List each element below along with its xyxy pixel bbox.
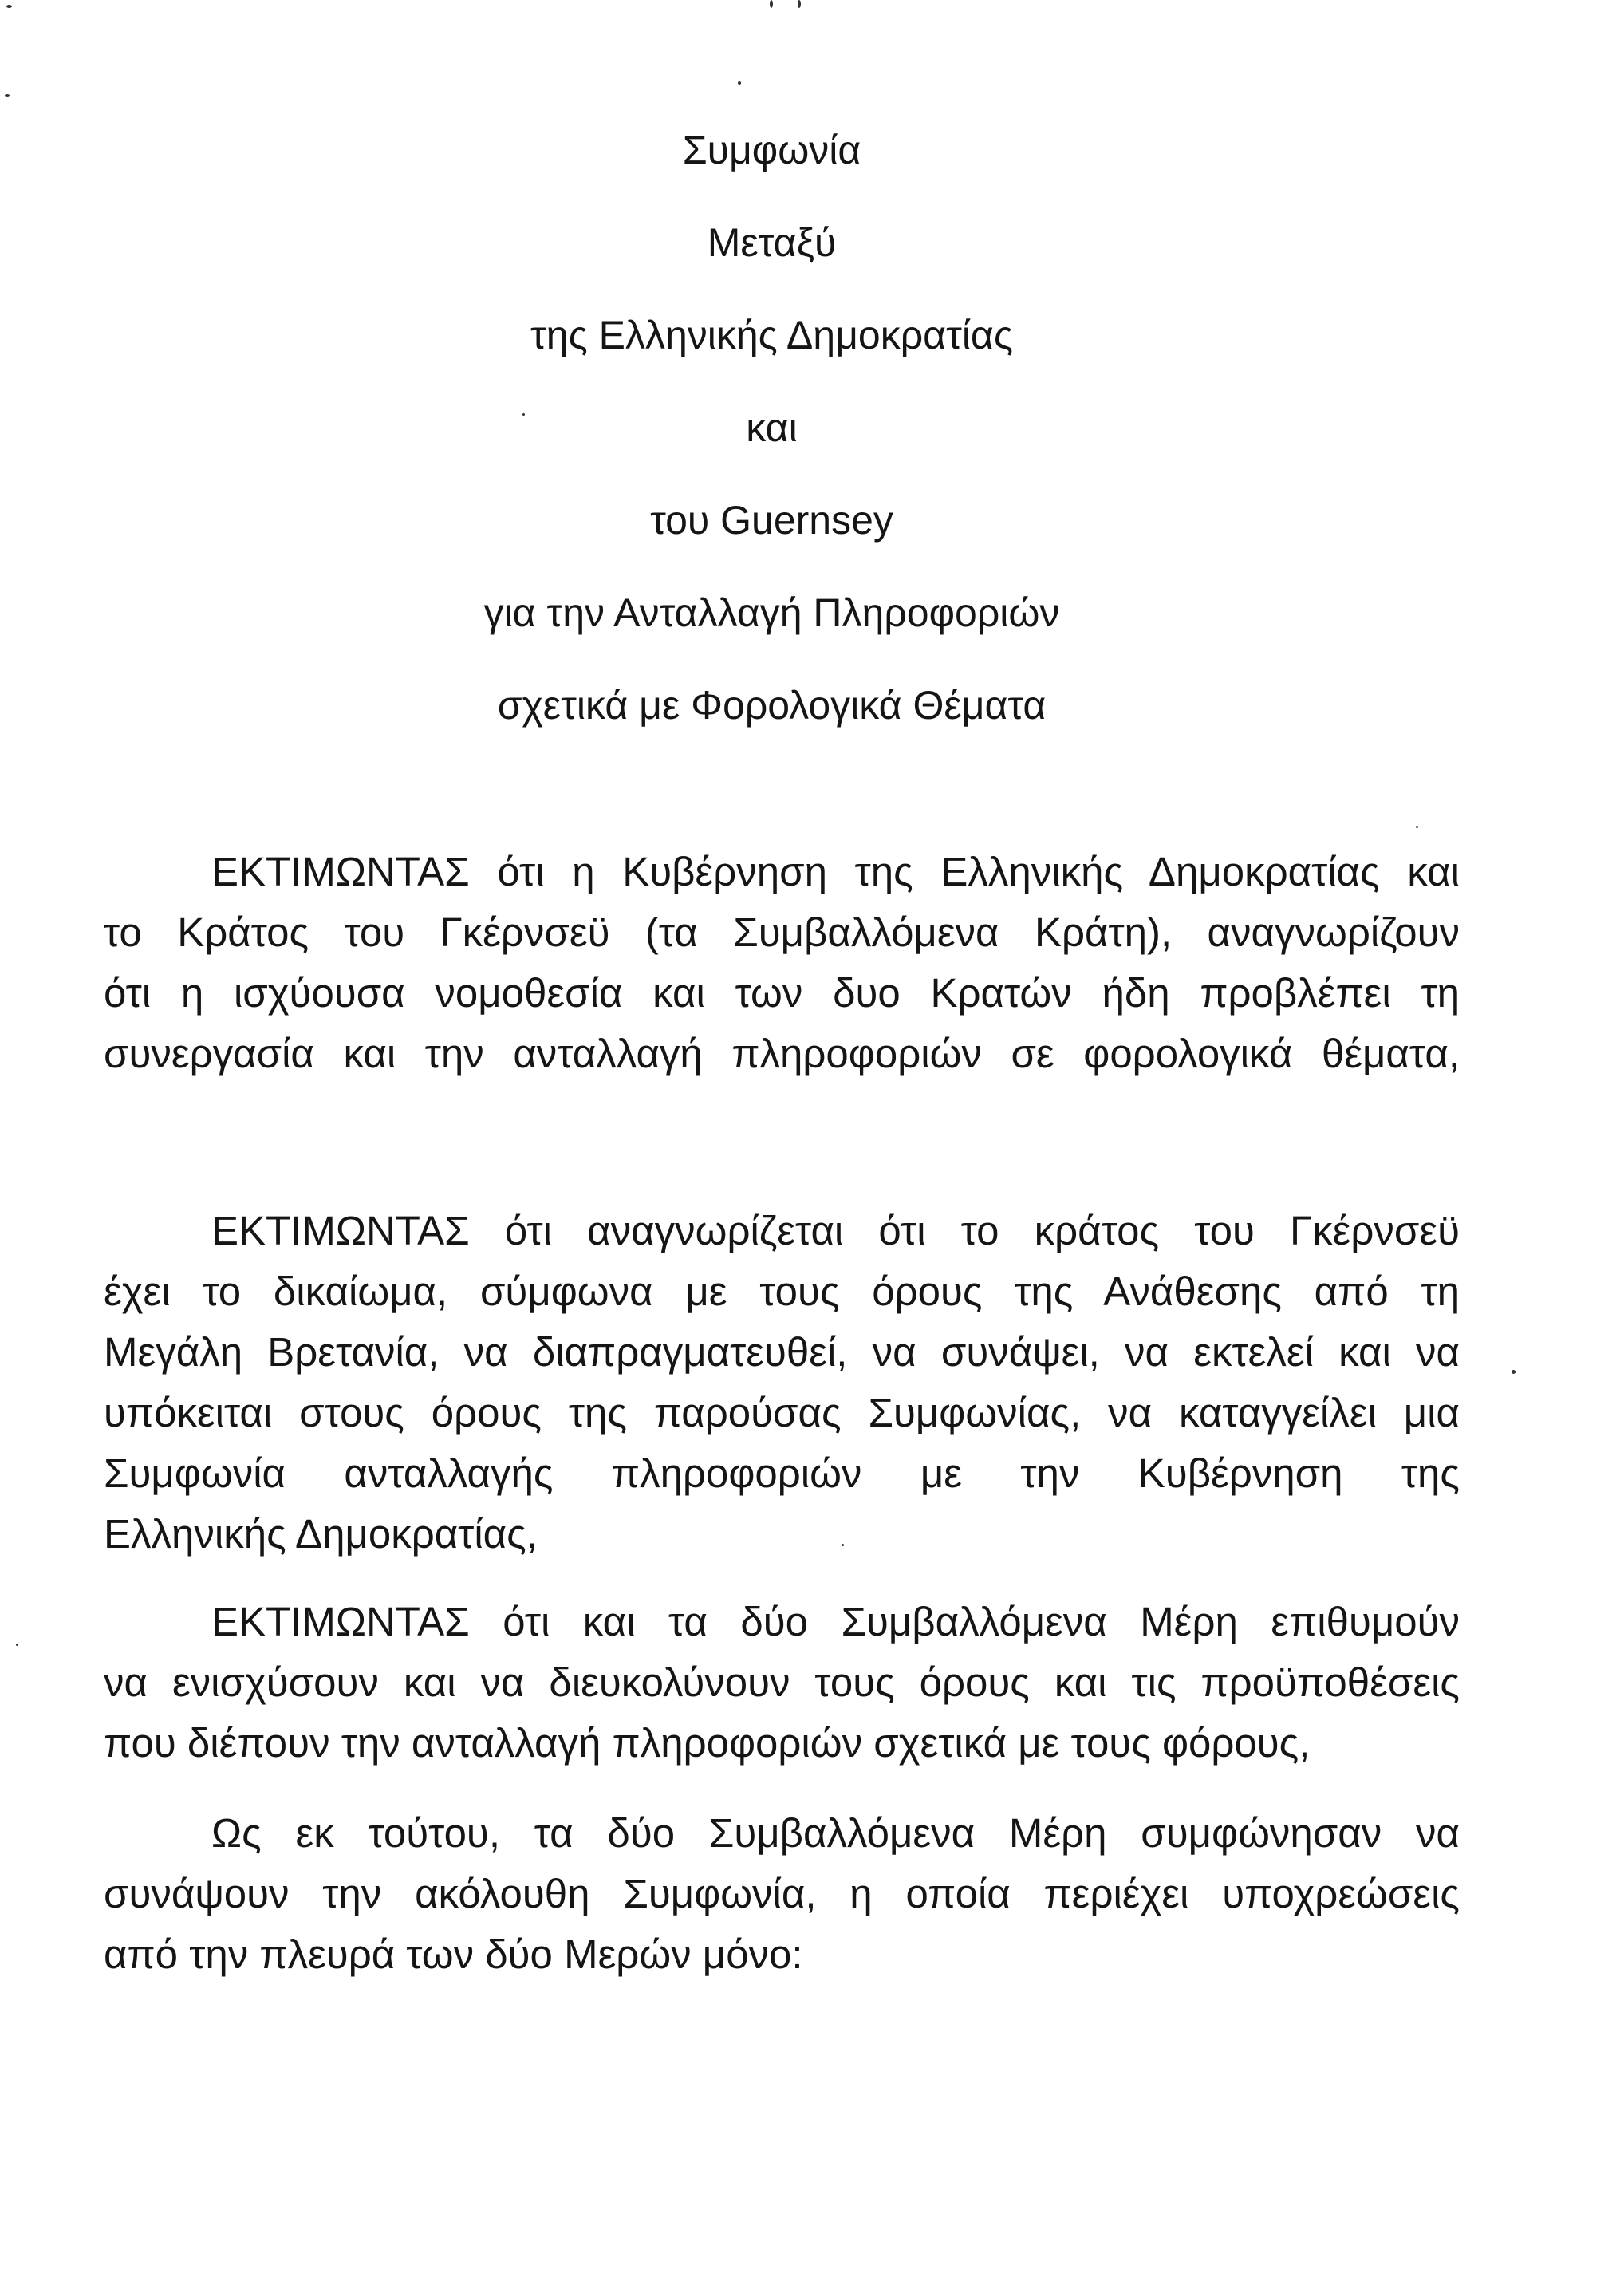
paragraph-line: συνεργασία και την ανταλλαγή πληροφοριών σε φορολογικά θέματα, bbox=[104, 1031, 1460, 1076]
scan-speck bbox=[1416, 826, 1418, 828]
title-line: και bbox=[746, 405, 798, 450]
paragraph-line: να ενισχύσουν και να διευκολύνουν τους όρους και τις προϋποθέσεις bbox=[104, 1659, 1460, 1705]
closing-paragraph bbox=[104, 1803, 1460, 1985]
agreement-title bbox=[0, 104, 1543, 752]
recital-paragraph-1 bbox=[104, 842, 1460, 1084]
paragraph-line: ΕΚΤΙΜΩΝΤΑΣ ότι η Κυβέρνηση της Ελληνικής Δημοκρατίας και bbox=[211, 849, 1460, 894]
title-line: Συμφωνία bbox=[682, 128, 861, 172]
recital-paragraph-3 bbox=[104, 1592, 1460, 1774]
paragraph-line: Μεγάλη Βρετανία, να διαπραγματευθεί, να συνάψει, να εκτελεί και να bbox=[104, 1329, 1460, 1375]
paragraph-line: που διέπουν την ανταλλαγή πληροφοριών σχετικά με τους φόρους, bbox=[104, 1720, 1311, 1766]
title-line: σχετικά με Φορολογικά Θέματα bbox=[497, 683, 1047, 728]
paragraph-line: το Κράτος του Γκέρνσεϋ (τα Συμβαλλόμενα Κράτη), αναγνωρίζουν bbox=[104, 910, 1460, 955]
paragraph-line: ΕΚΤΙΜΩΝΤΑΣ ότι και τα δύο Συμβαλλόμενα Μέρη επιθυμούν bbox=[211, 1599, 1460, 1644]
paragraph-line: Συμφωνία ανταλλαγής πληροφοριών με την Κυβέρνηση της bbox=[104, 1450, 1460, 1496]
scan-speck bbox=[6, 5, 12, 8]
scan-speck bbox=[5, 94, 10, 97]
paragraph-line: ΕΚΤΙΜΩΝΤΑΣ ότι αναγνωρίζεται ότι το κράτος του Γκέρνσεϋ bbox=[211, 1208, 1460, 1253]
paragraph-line: έχει το δικαίωμα, σύμφωνα με τους όρους της Ανάθεσης από τη bbox=[104, 1269, 1460, 1314]
paragraph-line: από την πλευρά των δύο Μερών μόνο: bbox=[104, 1932, 803, 1977]
scan-speck bbox=[798, 0, 801, 8]
title-line: του Guernsey bbox=[650, 498, 893, 543]
title-line: Μεταξύ bbox=[707, 220, 837, 265]
paragraph-line: υπόκειται στους όρους της παρούσας Συμφωνίας, να καταγγείλει μια bbox=[104, 1390, 1460, 1435]
scan-speck bbox=[738, 81, 741, 85]
paragraph-line: Ως εκ τούτου, τα δύο Συμβαλλόμενα Μέρη συμφώνησαν να bbox=[211, 1810, 1460, 1856]
paragraph-line: ότι η ισχύουσα νομοθεσία και των δυο Κρατών ήδη προβλέπει τη bbox=[104, 970, 1460, 1016]
scan-speck bbox=[842, 1544, 844, 1546]
title-line: της Ελληνικής Δημοκρατίας bbox=[530, 313, 1013, 357]
scan-speck bbox=[1512, 1370, 1516, 1374]
scan-speck bbox=[522, 413, 525, 416]
recital-paragraph-2 bbox=[104, 1201, 1460, 1565]
paragraph-line: Ελληνικής Δημοκρατίας, bbox=[104, 1511, 538, 1557]
scan-speck bbox=[770, 0, 773, 8]
paragraph-line: συνάψουν την ακόλουθη Συμφωνία, η οποία περιέχει υποχρεώσεις bbox=[104, 1871, 1460, 1916]
scan-speck bbox=[16, 1644, 18, 1646]
title-line: για την Ανταλλαγή Πληροφοριών bbox=[483, 590, 1060, 635]
